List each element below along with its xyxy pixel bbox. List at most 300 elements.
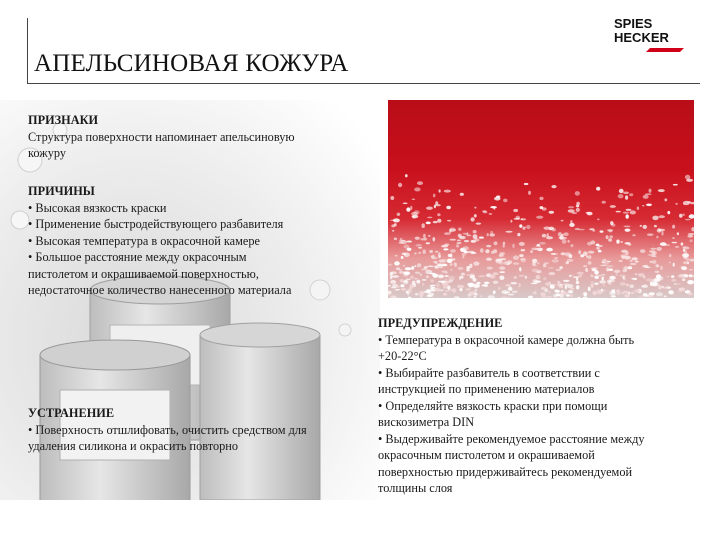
paint-speckle xyxy=(543,278,546,280)
paint-speckle xyxy=(491,251,494,254)
paint-speckle xyxy=(442,282,448,287)
paint-speckle xyxy=(541,287,546,290)
paint-speckle xyxy=(562,291,568,294)
paint-speckle xyxy=(456,244,459,247)
paint-speckle xyxy=(602,201,606,204)
paint-speckle xyxy=(406,207,410,211)
paint-speckle xyxy=(617,293,620,295)
paint-speckle xyxy=(489,233,495,236)
paint-speckle xyxy=(530,250,533,253)
paint-speckle xyxy=(630,210,636,214)
paint-speckle xyxy=(557,281,560,283)
paint-speckle xyxy=(609,235,613,238)
causes-section xyxy=(28,183,368,299)
paint-speckle xyxy=(679,214,683,218)
paint-speckle xyxy=(390,271,397,274)
paint-speckle xyxy=(483,211,487,213)
paint-speckle xyxy=(394,261,400,265)
paint-speckle xyxy=(458,228,461,231)
paint-speckle xyxy=(578,250,581,254)
paint-speckle xyxy=(608,238,612,242)
paint-speckle xyxy=(534,248,540,250)
paint-speckle xyxy=(620,241,623,243)
paint-speckle xyxy=(624,226,631,228)
paint-speckle xyxy=(506,262,508,265)
paint-speckle xyxy=(596,187,600,191)
paint-speckle xyxy=(567,240,569,243)
paint-speckle xyxy=(672,225,675,229)
paint-speckle xyxy=(514,218,521,220)
paint-speckle xyxy=(607,261,611,263)
paint-speckle xyxy=(630,260,633,262)
paint-speckle xyxy=(474,207,477,209)
warning-line: • Определяйте вязкость краски при помощи xyxy=(378,398,608,413)
causes-line: недостаточное количество нанесенного материала xyxy=(28,283,292,297)
paint-speckle xyxy=(620,282,626,286)
paint-speckle xyxy=(667,211,670,214)
paint-speckle xyxy=(568,290,573,294)
paint-speckle xyxy=(537,244,540,246)
paint-speckle xyxy=(390,275,392,279)
warning-heading: ПРЕДУПРЕЖДЕНИЕ xyxy=(378,316,503,330)
paint-speckle xyxy=(398,183,402,187)
paint-speckle xyxy=(578,274,582,278)
paint-speckle xyxy=(427,217,432,219)
paint-speckle xyxy=(621,250,628,253)
paint-speckle xyxy=(445,272,448,274)
signs-heading: ПРИЗНАКИ xyxy=(28,113,99,127)
paint-speckle xyxy=(687,235,693,238)
paint-speckle xyxy=(499,276,504,281)
paint-speckle xyxy=(568,206,574,208)
paint-speckle xyxy=(525,276,527,279)
paint-speckle xyxy=(422,223,425,228)
paint-speckle xyxy=(542,234,547,238)
paint-speckle xyxy=(681,242,684,245)
paint-speckle xyxy=(476,223,482,225)
paint-speckle xyxy=(625,195,628,199)
paint-speckle xyxy=(443,293,447,296)
paint-speckle xyxy=(513,262,519,264)
paint-speckle xyxy=(549,211,555,214)
paint-speckle xyxy=(640,225,642,227)
paint-speckle xyxy=(587,242,592,246)
paint-speckle xyxy=(428,293,435,297)
paint-speckle xyxy=(652,279,659,283)
paint-speckle xyxy=(625,242,631,244)
paint-speckle xyxy=(645,193,652,195)
paint-speckle xyxy=(591,276,594,277)
paint-speckle xyxy=(467,235,471,237)
paint-speckle xyxy=(444,190,451,193)
paint-speckle xyxy=(639,274,644,276)
paint-speckle xyxy=(414,187,420,191)
paint-speckle xyxy=(503,242,506,245)
paint-speckle xyxy=(490,231,493,234)
paint-speckle xyxy=(652,252,656,257)
warning-line: • Выбирайте разбавитель в соответствии с xyxy=(378,365,600,380)
paint-speckle xyxy=(666,276,669,278)
paint-speckle xyxy=(603,284,605,287)
paint-speckle xyxy=(405,267,412,270)
paint-speckle xyxy=(412,215,419,218)
paint-speckle xyxy=(675,246,679,248)
paint-speckle xyxy=(436,283,440,288)
paint-speckle xyxy=(499,271,505,273)
paint-speckle xyxy=(428,235,431,237)
paint-speckle xyxy=(480,248,484,253)
paint-speckle xyxy=(588,287,591,292)
paint-speckle xyxy=(537,262,540,265)
paint-speckle xyxy=(519,242,525,246)
paint-speckle xyxy=(444,232,451,235)
paint-speckle xyxy=(433,221,438,223)
paint-speckle xyxy=(683,213,685,216)
paint-speckle xyxy=(473,230,477,233)
paint-speckle xyxy=(544,262,549,264)
paint-speckle xyxy=(635,261,639,263)
paint-speckle xyxy=(474,239,480,242)
paint-speckle xyxy=(585,269,588,272)
paint-speckle xyxy=(566,294,570,296)
paint-speckle xyxy=(420,238,424,240)
paint-speckle xyxy=(578,229,585,231)
paint-speckle xyxy=(513,255,519,260)
paint-speckle xyxy=(438,275,444,279)
paint-speckle xyxy=(606,235,609,239)
paint-speckle xyxy=(528,191,531,195)
paint-speckle xyxy=(626,284,629,287)
paint-speckle xyxy=(401,288,406,291)
paint-speckle xyxy=(643,225,648,229)
fix-line: удаления силикона и окрасить повторно xyxy=(28,439,238,453)
paint-speckle xyxy=(626,209,632,211)
warning-line: толщины слоя xyxy=(378,481,453,495)
paint-speckle xyxy=(654,225,657,227)
paint-speckle xyxy=(671,275,674,278)
paint-speckle xyxy=(549,291,551,294)
paint-speckle xyxy=(438,252,440,256)
paint-speckle xyxy=(399,241,404,244)
paint-speckle xyxy=(656,236,658,239)
paint-speckle xyxy=(403,203,408,205)
warning-line: вискозиметра DIN xyxy=(378,415,475,429)
paint-speckle xyxy=(534,290,536,292)
paint-speckle xyxy=(656,247,662,251)
paint-speckle xyxy=(642,205,644,206)
paint-speckle xyxy=(445,279,448,282)
paint-speckle xyxy=(561,252,566,255)
paint-speckle xyxy=(511,282,518,284)
paint-speckle xyxy=(652,260,657,264)
paint-speckle xyxy=(433,194,436,198)
paint-speckle xyxy=(463,246,469,250)
paint-speckle xyxy=(466,266,470,269)
paint-speckle xyxy=(623,192,629,195)
paint-speckle xyxy=(450,253,452,257)
paint-speckle xyxy=(683,257,687,259)
paint-speckle xyxy=(449,239,456,241)
paint-speckle xyxy=(458,234,462,238)
paint-speckle xyxy=(567,284,573,288)
paint-speckle xyxy=(682,247,689,250)
paint-speckle xyxy=(407,241,412,243)
paint-speckle xyxy=(602,277,604,281)
title-divider-vertical xyxy=(27,18,28,84)
paint-speckle xyxy=(623,270,627,271)
paint-speckle xyxy=(619,275,626,277)
paint-speckle xyxy=(549,227,554,231)
paint-speckle xyxy=(625,229,631,232)
paint-speckle xyxy=(451,258,456,260)
paint-speckle xyxy=(561,220,564,222)
paint-speckle xyxy=(410,206,412,210)
paint-speckle xyxy=(576,281,579,284)
paint-speckle xyxy=(536,216,543,219)
paint-speckle xyxy=(598,250,602,253)
paint-speckle xyxy=(554,257,558,259)
paint-speckle xyxy=(629,193,633,196)
paint-speckle xyxy=(559,235,563,239)
fix-line: • Поверхность отшлифовать, очистить средством для xyxy=(28,422,307,437)
paint-speckle xyxy=(548,272,555,275)
paint-speckle xyxy=(539,197,543,200)
paint-speckle xyxy=(496,196,500,198)
paint-speckle xyxy=(450,249,456,253)
paint-speckle xyxy=(532,269,539,273)
paint-speckle xyxy=(631,292,635,295)
paint-speckle xyxy=(532,262,536,266)
paint-speckle xyxy=(475,289,478,291)
paint-speckle xyxy=(540,292,545,295)
paint-speckle xyxy=(533,292,537,295)
paint-speckle xyxy=(535,281,542,283)
paint-speckle xyxy=(426,207,433,210)
paint-speckle xyxy=(607,279,611,283)
paint-speckle xyxy=(576,285,580,289)
paint-speckle xyxy=(484,282,490,284)
paint-speckle xyxy=(573,276,580,278)
paint-speckle xyxy=(656,265,659,267)
logo-line2: HECKER xyxy=(614,30,669,45)
paint-speckle xyxy=(426,222,431,225)
paint-speckle xyxy=(668,290,673,294)
paint-speckle xyxy=(583,265,587,267)
paint-speckle xyxy=(682,278,686,281)
paint-speckle xyxy=(400,279,403,282)
paint-speckle xyxy=(449,228,455,233)
paint-speckle xyxy=(519,275,525,277)
paint-speckle xyxy=(522,227,525,229)
paint-speckle xyxy=(490,206,497,208)
paint-speckle xyxy=(559,285,563,288)
paint-speckle xyxy=(560,294,564,298)
paint-speckle xyxy=(664,295,667,297)
paint-speckle xyxy=(415,237,420,240)
paint-speckle xyxy=(416,280,420,284)
paint-speckle xyxy=(568,209,575,213)
title-divider xyxy=(27,83,700,84)
paint-speckle xyxy=(478,275,485,277)
paint-speckle xyxy=(570,294,573,297)
paint-speckle xyxy=(657,284,659,287)
paint-speckle xyxy=(524,183,529,185)
paint-speckle xyxy=(441,245,448,248)
paint-speckle xyxy=(443,287,448,289)
paint-speckle xyxy=(669,262,671,264)
paint-speckle xyxy=(660,266,663,270)
paint-speckle xyxy=(610,205,616,208)
paint-speckle xyxy=(588,251,595,254)
paint-speckle xyxy=(596,247,599,250)
paint-speckle xyxy=(658,189,665,192)
paint-speckle xyxy=(643,195,649,199)
paint-speckle xyxy=(621,256,624,259)
paint-speckle xyxy=(662,287,669,289)
paint-speckle xyxy=(426,242,430,244)
paint-speckle xyxy=(430,273,436,275)
paint-speckle xyxy=(406,279,411,281)
paint-speckle xyxy=(687,280,694,284)
paint-speckle xyxy=(620,292,625,294)
paint-speckle xyxy=(626,214,629,218)
paint-speckle xyxy=(576,202,580,206)
paint-speckle xyxy=(686,179,693,182)
warning-section xyxy=(378,315,703,497)
paint-speckle xyxy=(470,275,475,279)
paint-speckle xyxy=(508,287,513,291)
paint-speckle xyxy=(606,265,613,267)
paint-speckle xyxy=(595,276,599,279)
paint-speckle xyxy=(494,241,498,245)
paint-speckle xyxy=(423,249,426,254)
warning-line: поверхностью придерживайтесь рекомендуемой xyxy=(378,464,633,479)
paint-speckle xyxy=(689,269,693,271)
causes-line: • Большое расстояние между окрасочным xyxy=(28,250,247,264)
paint-speckle xyxy=(618,194,624,198)
paint-speckle xyxy=(604,281,606,282)
spies-hecker-logo xyxy=(610,14,690,54)
paint-speckle xyxy=(401,256,404,259)
paint-speckle xyxy=(458,267,464,270)
paint-speckle xyxy=(542,207,547,210)
paint-speckle xyxy=(456,242,461,244)
paint-speckle xyxy=(417,263,421,267)
paint-speckle xyxy=(466,269,470,271)
paint-speckle xyxy=(405,174,408,177)
paint-speckle xyxy=(640,249,645,253)
paint-speckle xyxy=(677,232,679,235)
paint-speckle xyxy=(594,283,599,285)
paint-speckle xyxy=(678,275,685,278)
paint-speckle xyxy=(635,273,638,275)
paint-speckle xyxy=(445,290,450,291)
paint-speckle xyxy=(473,234,478,238)
paint-speckle xyxy=(673,184,678,186)
paint-speckle xyxy=(685,219,691,221)
logo-accent-icon xyxy=(646,48,684,52)
paint-speckle xyxy=(658,215,665,218)
paint-speckle xyxy=(400,284,404,287)
paint-speckle xyxy=(397,213,401,216)
paint-speckle xyxy=(404,253,410,258)
paint-speckle xyxy=(630,263,637,265)
warning-line: окрасочным пистолетом и окрашиваемой xyxy=(378,448,595,462)
paint-speckle xyxy=(616,211,621,213)
paint-speckle xyxy=(576,208,580,212)
paint-speckle xyxy=(591,284,594,288)
causes-line: • Применение быстродействующего разбавителя xyxy=(28,217,284,231)
paint-speckle xyxy=(645,267,651,268)
paint-speckle xyxy=(680,287,686,291)
paint-speckle xyxy=(619,189,624,193)
paint-speckle xyxy=(614,270,621,273)
paint-speckle xyxy=(484,284,488,287)
paint-speckle xyxy=(594,270,598,274)
paint-speckle xyxy=(426,290,431,293)
paint-speckle xyxy=(412,281,416,285)
paint-speckle xyxy=(546,296,552,298)
paint-speckle xyxy=(414,278,417,280)
paint-speckle xyxy=(503,244,505,247)
paint-speckle xyxy=(429,250,433,253)
paint-speckle xyxy=(430,285,433,289)
paint-speckle xyxy=(422,283,424,286)
paint-speckle xyxy=(616,289,620,293)
paint-speckle xyxy=(519,254,524,257)
paint-speckle xyxy=(521,258,526,262)
paint-speckle xyxy=(480,295,482,297)
paint-speckle xyxy=(415,293,418,295)
paint-speckle xyxy=(637,289,639,293)
paint-speckle xyxy=(580,254,584,257)
paint-speckle xyxy=(688,292,693,295)
paint-speckle xyxy=(479,237,484,239)
paint-speckle xyxy=(431,279,434,282)
paint-speckle xyxy=(489,213,492,214)
signs-line: кожуру xyxy=(28,146,66,160)
paint-speckle xyxy=(395,255,398,257)
paint-speckle xyxy=(423,234,426,238)
paint-speckle xyxy=(556,294,561,297)
paint-speckle xyxy=(414,252,416,254)
paint-speckle xyxy=(508,294,515,296)
paint-speckle xyxy=(437,263,442,266)
paint-speckle xyxy=(415,272,420,274)
paint-speckle xyxy=(616,240,619,244)
paint-speckle xyxy=(600,265,607,266)
paint-speckle xyxy=(672,237,675,238)
paint-speckle xyxy=(493,291,496,294)
paint-speckle xyxy=(661,231,663,235)
paint-speckle xyxy=(675,203,677,205)
paint-speckle xyxy=(460,193,464,196)
paint-speckle xyxy=(569,223,574,227)
page-title: АПЕЛЬСИНОВАЯ КОЖУРА xyxy=(34,50,349,77)
paint-speckle xyxy=(646,204,652,207)
paint-speckle xyxy=(586,256,589,258)
paint-speckle xyxy=(505,231,512,233)
paint-speckle xyxy=(519,267,521,271)
paint-speckle xyxy=(600,230,604,232)
causes-line: • Высокая вязкость краски xyxy=(28,200,167,215)
paint-speckle xyxy=(447,220,451,222)
paint-speckle xyxy=(603,262,609,265)
paint-speckle xyxy=(498,287,500,291)
paint-speckle xyxy=(471,217,475,221)
paint-speckle xyxy=(410,276,414,280)
paint-speckle xyxy=(570,244,573,247)
